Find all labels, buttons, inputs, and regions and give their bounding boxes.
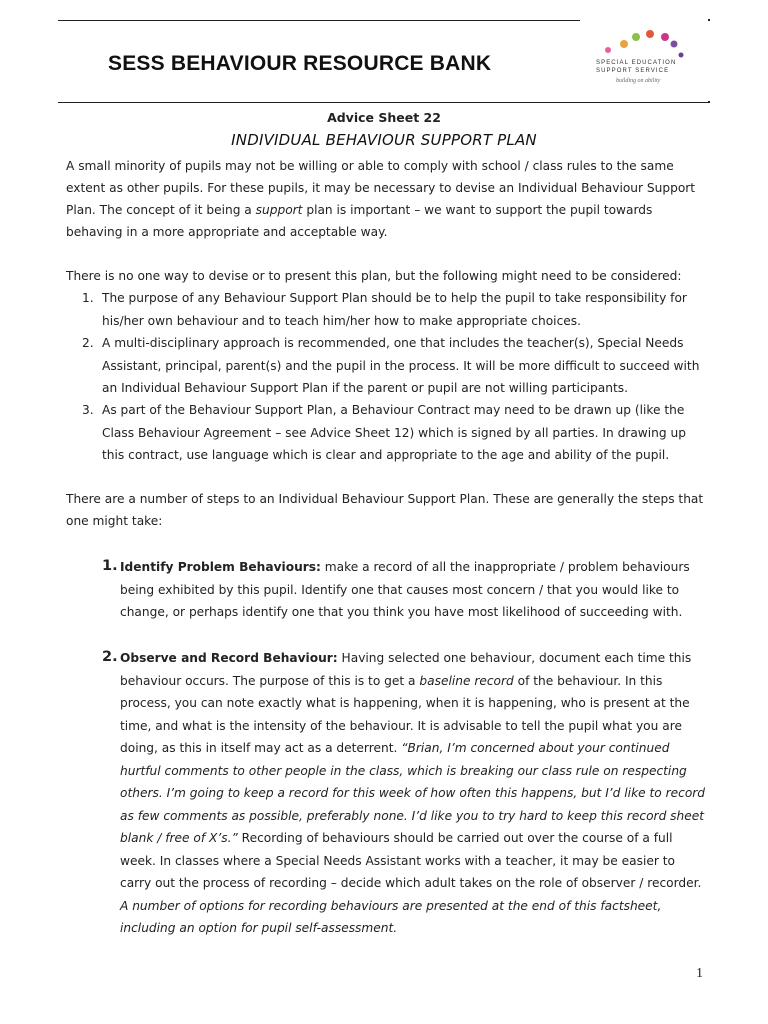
page-title: INDIVIDUAL BEHAVIOUR SUPPORT PLAN <box>231 131 537 149</box>
emphasis-support: support <box>255 203 303 217</box>
logo-text-line1: SPECIAL EDUCATION <box>596 60 677 66</box>
logo-dot <box>646 30 654 38</box>
consideration-item: 1. The purpose of any Behaviour Support Plan should be to help the pupil to take responsibility for his/her own behaviour and to teach him/her how to make appropriate choices. <box>82 291 687 328</box>
advice-sheet-number: Advice Sheet 22 <box>327 110 441 125</box>
considerations-intro: There is no one way to devise or to present this plan, but the following might need to be considered: <box>66 269 682 283</box>
logo-text-line2: SUPPORT SERVICE <box>596 68 670 74</box>
logo-tagline: building on ability <box>616 78 661 84</box>
logo-dot <box>679 53 684 58</box>
corner-mark <box>708 19 710 21</box>
logo-dots-icon <box>586 28 708 58</box>
logo-dot <box>671 41 678 48</box>
corner-mark <box>708 101 710 103</box>
intro-paragraph: A small minority of pupils may not be willing or able to comply with school / class rules to the same extent as other pupils. For these pupils, it may be necessary to devise an Individual Behaviour Support Plan. The concept of it being a support plan is important – we want to support the pupil towards behaving in a more appropriate and acceptable way. <box>66 159 696 239</box>
logo-dot <box>661 33 669 41</box>
page-number: 1 <box>696 966 703 981</box>
step-heading: Identify Problem Behaviours: <box>120 560 321 574</box>
logo-dot <box>632 33 640 41</box>
step-heading: Observe and Record Behaviour: <box>120 651 338 665</box>
consideration-item: 2. A multi-disciplinary approach is recommended, one that includes the teacher(s), Special Needs Assistant, principal, parent(s) and the pupil in the process. It will be more difficult to succeed with an Individual Behaviour Support Plan if the parent or pupil are not willing participants. <box>82 336 700 395</box>
logo-dot <box>620 40 628 48</box>
step-item: 2. Observe and Record Behaviour: Having selected one behaviour, document each time this behaviour occurs. The purpose of this is to get a baseline record of the behaviour. In this process, you can note exactly what is happening, when it is happening, who is present at the time, and what is the intensity of the behaviour. It is advisable to tell the pupil what you are doing, as this in itself may act as a deterrent. “Brian, I’m concerned about your continued hurtful comments to other people in the class, which is breaking our class rule on respecting others. I’m going to keep a record for this week of how often this happens, but I’d like to record as few comments as possible, preferably none. I’d like you to try hard to keep this record sheet blank / free of X’s.” Recording of behaviours should be carried out over the course of a full week. In classes where a Special Needs Assistant works with a teacher, it may be easier to carry out the process of recording – decide which adult takes on the role of observer / recorder. A number of options for recording behaviours are presented at the end of this factsheet, including an option for pupil self-assessment. <box>102 649 706 935</box>
consideration-item: 3. As part of the Behaviour Support Plan, a Behaviour Contract may need to be drawn up (like the Class Behaviour Agreement – see Advice Sheet 12) which is signed by all parties. In drawing up this contract, use language which is clear and appropriate to the age and ability of the pupil. <box>82 403 686 462</box>
steps-intro: There are a number of steps to an Individual Behaviour Support Plan. These are generally the steps that one might take: <box>66 492 704 528</box>
sess-logo <box>586 28 708 96</box>
header-title: SESS BEHAVIOUR RESOURCE BANK <box>108 52 492 75</box>
example-quote: “Brian, I’m concerned about your continued hurtful comments to other people in the class, which is breaking our class rule on respecting others. I’m going to keep a record for this week of how often this happens, but I’d like to record as few comments as possible, preferably none. I’d like you to try hard to keep this record sheet blank / free of X’s.” <box>120 741 706 845</box>
logo-dot <box>605 47 611 53</box>
header-bottom-rule <box>58 102 708 103</box>
step-item: 1. Identify Problem Behaviours: make a record of all the inappropriate / problem behaviours being exhibited by this pupil. Identify one that causes most concern / that you would like to change, or perhaps identify one that you think you have most likelihood of succeeding with. <box>102 558 690 619</box>
header-top-rule <box>58 20 580 21</box>
